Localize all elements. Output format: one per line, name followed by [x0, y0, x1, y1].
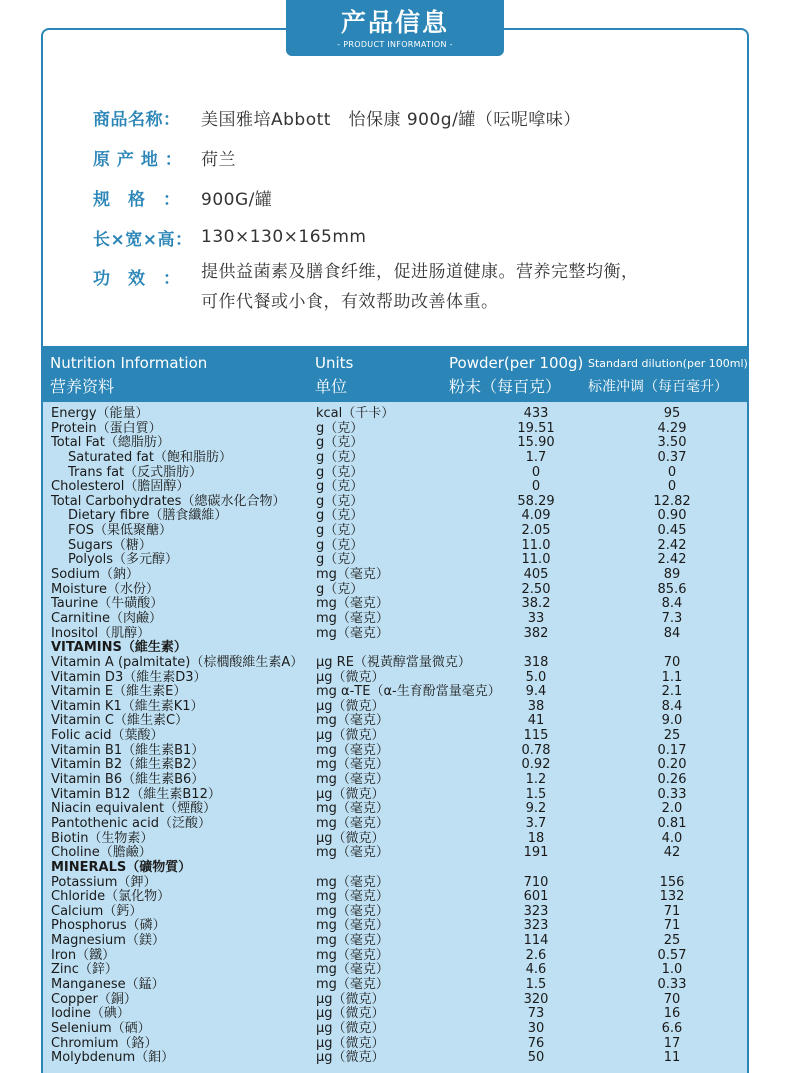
info-value-line: 可作代餐或小食，有效帮助改善体重。 [201, 292, 499, 312]
nutrient-name: Cholesterol（膽固醇） [51, 479, 190, 495]
nutrient-name: Saturated fat（飽和脂肪） [68, 449, 232, 465]
powder-value: 76 [527, 1035, 545, 1051]
nutrient-name: Chloride（氯化物） [51, 889, 171, 905]
standard-value: 3.50 [657, 435, 687, 451]
powder-value: 9.4 [525, 684, 547, 700]
standard-value: 2.1 [661, 684, 683, 700]
nutrient-name: Vitamin E（維生素E） [51, 684, 187, 700]
info-value [201, 257, 639, 317]
nutrient-unit: mg（毫克） [316, 713, 389, 729]
powder-value: 601 [523, 889, 549, 905]
nutrient-unit: mg（毫克） [316, 903, 389, 919]
nutrient-unit: g（克） [316, 508, 364, 524]
nutrient-name: Vitamin D3（維生素D3） [51, 669, 207, 685]
powder-value: 710 [523, 874, 549, 890]
nutrient-name: Folic acid（葉酸） [51, 728, 164, 744]
nutrient-name: Vitamin B6（維生素B6） [51, 772, 205, 788]
nutrient-unit: μg（微克） [316, 1050, 385, 1066]
standard-value: 42 [663, 845, 681, 861]
standard-value: 2.42 [657, 537, 687, 553]
product-info [93, 97, 753, 317]
nutrient-name: Total Carbohydrates（總碳水化合物） [51, 493, 286, 509]
nutrient-row [43, 934, 747, 949]
nutrient-row [43, 890, 747, 905]
nutrient-row [43, 773, 747, 788]
powder-value: 433 [523, 406, 549, 421]
powder-value: 115 [523, 728, 549, 744]
nutrient-name: Manganese（錳） [51, 976, 165, 992]
info-value-line: 提供益菌素及膳食纤维，促进肠道健康。营养完整均衡， [201, 262, 639, 282]
standard-value: 8.4 [661, 698, 683, 714]
standard-value: 12.82 [653, 493, 691, 509]
nutrient-unit: kcal（千卡） [316, 406, 395, 421]
standard-value: 25 [663, 933, 681, 949]
standard-value: 132 [659, 889, 685, 905]
nutrient-row [43, 568, 747, 583]
standard-value: 0 [667, 479, 677, 495]
nutrient-name: Vitamin B2（維生素B2） [51, 757, 205, 773]
nutrient-row [43, 407, 747, 422]
nutrient-name: Energy（能量） [51, 406, 149, 421]
nutrient-unit: mg（毫克） [316, 757, 389, 773]
standard-value: 1.0 [661, 962, 683, 978]
powder-value: 58.29 [517, 493, 555, 509]
nutrient-row [43, 480, 747, 495]
nutrient-unit: g（克） [316, 537, 364, 553]
powder-value: 38.2 [521, 596, 551, 612]
nutrient-name: Zinc（鋅） [51, 962, 118, 978]
standard-value: 0.20 [657, 757, 687, 773]
section-title: 产品信息 [340, 8, 449, 37]
nutrient-name: Sugars（糖） [68, 537, 152, 553]
nutrient-name: Taurine（牛磺酸） [51, 596, 164, 612]
nutrient-unit: mg（毫克） [316, 801, 389, 817]
nutrient-name: Dietary fibre（膳食纖維） [68, 508, 228, 524]
powder-value: 50 [527, 1050, 545, 1066]
powder-value: 382 [523, 625, 549, 641]
powder-value: 9.2 [525, 801, 547, 817]
info-row-name [93, 97, 753, 137]
nutrient-unit: mg（毫克） [316, 962, 389, 978]
nutrient-row [43, 978, 747, 993]
nutrient-unit: mg（毫克） [316, 815, 389, 831]
powder-value: 41 [527, 713, 545, 729]
nutrient-row [43, 612, 747, 627]
nutrient-name: Chromium（鉻） [51, 1035, 158, 1051]
info-row-size [93, 217, 753, 257]
nutrient-name: Inositol（肌醇） [51, 625, 151, 641]
header-powder-en: Powder(per 100g) [449, 354, 584, 372]
nutrient-unit: mg（毫克） [316, 742, 389, 758]
nutrient-unit: g（克） [316, 435, 364, 451]
info-row-origin [93, 137, 753, 177]
nutrient-row [43, 758, 747, 773]
nutrient-row [43, 729, 747, 744]
nutrition-header [43, 346, 747, 402]
nutrient-unit: μg（微克） [316, 1035, 385, 1051]
standard-value: 0.17 [657, 742, 687, 758]
standard-value: 0.37 [657, 449, 687, 465]
nutrient-unit: μg（微克） [316, 669, 385, 685]
nutrient-unit: μg（微克） [316, 728, 385, 744]
header-name-zh: 营养资料 [50, 377, 115, 396]
nutrient-name: Trans fat（反式脂肪） [68, 464, 203, 480]
powder-value: 0 [531, 464, 541, 480]
standard-value: 0.33 [657, 786, 687, 802]
nutrient-name: MINERALS（礦物質） [51, 859, 192, 875]
info-value: 美国雅培Abbott 怡保康 900g/罐（呍呢嗱味） [201, 109, 581, 130]
nutrient-name: Vitamin B12（維生素B12） [51, 786, 221, 802]
nutrient-row [43, 597, 747, 612]
nutrient-unit: mg（毫克） [316, 610, 389, 626]
powder-value: 405 [523, 567, 549, 583]
powder-value: 1.5 [525, 786, 547, 802]
nutrient-unit: g（克） [316, 464, 364, 480]
standard-value: 4.29 [657, 420, 687, 436]
info-label: 功 效 ： [93, 269, 181, 289]
standard-value: 70 [663, 991, 681, 1007]
nutrient-row [43, 524, 747, 539]
info-row-effect [93, 257, 753, 317]
nutrient-name: Vitamin K1（維生素K1） [51, 698, 204, 714]
standard-value: 0 [667, 464, 677, 480]
nutrient-unit: mg（毫克） [316, 596, 389, 612]
nutrient-row [43, 993, 747, 1008]
header-name-en: Nutrition Information [50, 354, 208, 372]
nutrient-unit: μg（微克） [316, 830, 385, 846]
standard-value: 0.33 [657, 976, 687, 992]
standard-value: 25 [663, 728, 681, 744]
nutrient-row [43, 788, 747, 803]
powder-value: 4.6 [525, 962, 547, 978]
standard-value: 0.90 [657, 508, 687, 524]
header-units-zh: 单位 [315, 377, 348, 396]
nutrient-row [43, 685, 747, 700]
nutrient-row [43, 714, 747, 729]
nutrient-unit: mg（毫克） [316, 625, 389, 641]
powder-value: 1.5 [525, 976, 547, 992]
powder-value: 318 [523, 654, 549, 670]
nutrient-row [43, 802, 747, 817]
header-powder-zh: 粉末（每百克） [449, 377, 562, 396]
nutrient-row [43, 846, 747, 861]
powder-value: 2.6 [525, 947, 547, 963]
nutrient-unit: μg（微克） [316, 991, 385, 1007]
nutrient-name: Iodine（碘） [51, 1006, 130, 1022]
section-row [43, 641, 747, 656]
standard-value: 95 [663, 406, 681, 421]
section-subtitle: - PRODUCT INFORMATION - [337, 40, 453, 49]
standard-value: 16 [663, 1006, 681, 1022]
standard-value: 156 [659, 874, 685, 890]
standard-value: 9.0 [661, 713, 683, 729]
nutrient-unit: g（克） [316, 523, 364, 539]
nutrient-unit: μg（微克） [316, 1020, 385, 1036]
nutrient-unit: μg（微克） [316, 698, 385, 714]
standard-value: 7.3 [661, 610, 683, 626]
nutrient-row [43, 1007, 747, 1022]
nutrient-row [43, 1051, 747, 1066]
nutrient-row [43, 671, 747, 686]
header-std-en: Standard dilution(per 100ml) [588, 357, 748, 370]
info-label: 长×宽×高： [93, 229, 193, 250]
nutrient-name: Magnesium（鎂） [51, 933, 165, 949]
nutrient-row [43, 1037, 747, 1052]
nutrient-name: Vitamin C（維生素C） [51, 713, 189, 729]
nutrient-name: Phosphorus（磷） [51, 918, 166, 934]
nutrient-row [43, 451, 747, 466]
nutrient-unit: mg（毫克） [316, 567, 389, 583]
nutrient-row [43, 553, 747, 568]
info-value: 荷兰 [201, 149, 236, 170]
powder-value: 2.50 [521, 581, 551, 597]
powder-value: 33 [527, 610, 545, 626]
nutrient-unit: μg RE（視黃醇當量微克） [316, 654, 471, 670]
info-value: 900G/罐 [201, 189, 273, 210]
powder-value: 73 [527, 1006, 545, 1022]
nutrient-unit: μg（微克） [316, 1006, 385, 1022]
nutrient-row [43, 919, 747, 934]
standard-value: 11 [663, 1050, 681, 1066]
standard-value: 17 [663, 1035, 681, 1051]
nutrient-unit: mg（毫克） [316, 845, 389, 861]
nutrient-name: Niacin equivalent（煙酸） [51, 801, 217, 817]
nutrient-unit: mg（毫克） [316, 933, 389, 949]
nutrient-name: Molybdenum（鉬） [51, 1050, 175, 1066]
info-value: 130×130×165mm [201, 227, 367, 247]
standard-value: 0.57 [657, 947, 687, 963]
nutrient-name: FOS（果低聚醣） [68, 523, 172, 539]
nutrient-unit: g（克） [316, 479, 364, 495]
nutrient-name: Vitamin A (palmitate)（棕櫚酸維生素A） [51, 654, 304, 670]
powder-value: 11.0 [521, 552, 551, 568]
powder-value: 0.92 [521, 757, 551, 773]
powder-value: 19.51 [517, 420, 555, 436]
nutrient-unit: g（克） [316, 420, 364, 436]
standard-value: 85.6 [657, 581, 687, 597]
nutrient-row [43, 949, 747, 964]
powder-value: 3.7 [525, 815, 547, 831]
powder-value: 323 [523, 903, 549, 919]
nutrient-name: Calcium（鈣） [51, 903, 143, 919]
powder-value: 114 [523, 933, 549, 949]
nutrient-unit: mg α-TE（α-生育酚當量毫克） [316, 684, 501, 700]
nutrient-row [43, 509, 747, 524]
powder-value: 1.7 [525, 449, 547, 465]
nutrient-name: Protein（蛋白質） [51, 420, 162, 436]
nutrient-unit: mg（毫克） [316, 918, 389, 934]
powder-value: 320 [523, 991, 549, 1007]
standard-value: 71 [663, 903, 681, 919]
standard-value: 89 [663, 567, 681, 583]
nutrient-row [43, 656, 747, 671]
standard-value: 2.0 [661, 801, 683, 817]
nutrient-row [43, 1022, 747, 1037]
nutrient-row [43, 817, 747, 832]
standard-value: 70 [663, 654, 681, 670]
powder-value: 191 [523, 845, 549, 861]
nutrient-name: Copper（銅） [51, 991, 137, 1007]
nutrient-unit: mg（毫克） [316, 889, 389, 905]
nutrition-rows [43, 407, 747, 1066]
powder-value: 2.05 [521, 523, 551, 539]
nutrient-name: VITAMINS（維生素） [51, 640, 187, 656]
powder-value: 4.09 [521, 508, 551, 524]
nutrient-unit: mg（毫克） [316, 874, 389, 890]
nutrient-name: Vitamin B1（維生素B1） [51, 742, 205, 758]
standard-value: 0.81 [657, 815, 687, 831]
standard-value: 8.4 [661, 596, 683, 612]
standard-value: 0.26 [657, 772, 687, 788]
section-row [43, 861, 747, 876]
nutrient-row [43, 466, 747, 481]
nutrient-name: Total Fat（總脂肪） [51, 435, 170, 451]
nutrient-name: Polyols（多元醇） [68, 552, 178, 568]
info-label: 原 产 地 ： [93, 149, 183, 170]
header-std-zh: 标准冲调（每百毫升） [588, 379, 728, 395]
powder-value: 1.2 [525, 772, 547, 788]
nutrient-unit: g（克） [316, 581, 364, 597]
standard-value: 2.42 [657, 552, 687, 568]
powder-value: 323 [523, 918, 549, 934]
nutrient-name: Potassium（鉀） [51, 874, 157, 890]
nutrient-name: Biotin（生物素） [51, 830, 154, 846]
nutrient-name: Selenium（硒） [51, 1020, 151, 1036]
info-label: 规 格 ： [93, 189, 181, 210]
nutrient-unit: mg（毫克） [316, 976, 389, 992]
nutrient-name: Sodium（鈉） [51, 567, 139, 583]
nutrient-name: Moisture（水份） [51, 581, 159, 597]
powder-value: 18 [527, 830, 545, 846]
standard-value: 1.1 [661, 669, 683, 685]
nutrient-row [43, 963, 747, 978]
section-tab [286, 0, 504, 56]
nutrient-unit: g（克） [316, 449, 364, 465]
powder-value: 15.90 [517, 435, 555, 451]
nutrient-unit: mg（毫克） [316, 772, 389, 788]
standard-value: 71 [663, 918, 681, 934]
nutrition-table [43, 346, 747, 1073]
powder-value: 5.0 [525, 669, 547, 685]
header-units-en: Units [315, 354, 354, 372]
standard-value: 4.0 [661, 830, 683, 846]
nutrient-unit: g（克） [316, 493, 364, 509]
info-label: 商品名称： [93, 109, 181, 130]
powder-value: 11.0 [521, 537, 551, 553]
nutrient-name: Choline（膽鹼） [51, 845, 152, 861]
standard-value: 6.6 [661, 1020, 683, 1036]
nutrient-unit: μg（微克） [316, 786, 385, 802]
info-row-spec [93, 177, 753, 217]
nutrient-name: Pantothenic acid（泛酸） [51, 815, 211, 831]
nutrient-row [43, 436, 747, 451]
standard-value: 84 [663, 625, 681, 641]
nutrient-name: Iron（鐵） [51, 947, 116, 963]
nutrient-row [43, 876, 747, 891]
nutrient-name: Carnitine（肉鹼） [51, 610, 162, 626]
powder-value: 0 [531, 479, 541, 495]
powder-value: 30 [527, 1020, 545, 1036]
standard-value: 0.45 [657, 523, 687, 539]
nutrient-unit: g（克） [316, 552, 364, 568]
nutrient-unit: mg（毫克） [316, 947, 389, 963]
powder-value: 38 [527, 698, 545, 714]
powder-value: 0.78 [521, 742, 551, 758]
